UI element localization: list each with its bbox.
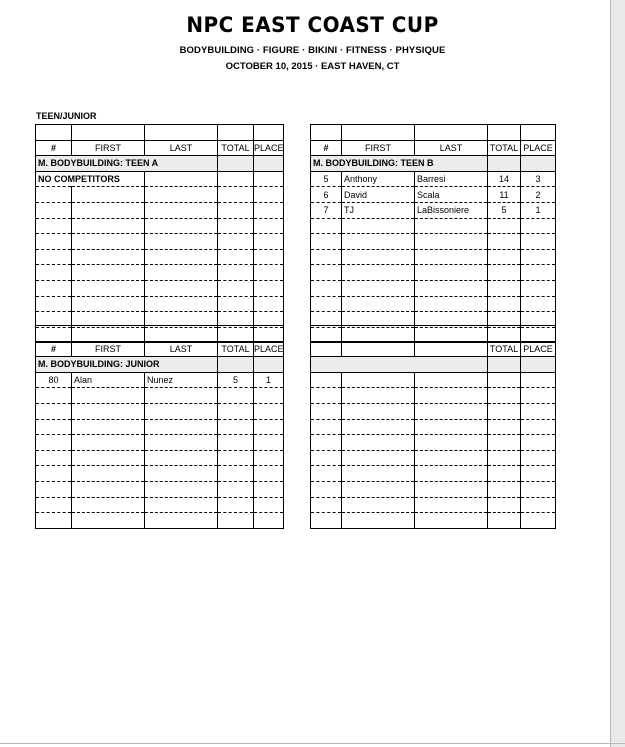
empty-row	[36, 403, 284, 419]
col-total: TOTAL	[488, 341, 521, 357]
table-row	[311, 187, 556, 203]
col-place: PLACE	[521, 140, 556, 156]
empty-row	[36, 466, 284, 482]
empty-row	[311, 280, 556, 296]
competitor-total: 14	[488, 171, 521, 187]
empty-row	[311, 435, 556, 451]
competitor-place: 1	[254, 372, 284, 388]
teen-a-table	[35, 124, 284, 343]
empty-row	[36, 388, 284, 404]
page-edge-right	[610, 0, 611, 747]
empty-row	[311, 403, 556, 419]
empty-row	[36, 234, 284, 250]
col-total: TOTAL	[218, 140, 254, 156]
col-num: #	[36, 341, 72, 357]
empty-row	[311, 466, 556, 482]
page-title: NPC EAST COAST CUP	[186, 13, 439, 37]
col-total: TOTAL	[488, 140, 521, 156]
competitor-num: 6	[311, 187, 342, 203]
page-shadow	[611, 0, 625, 747]
empty-row	[36, 497, 284, 513]
empty-row	[36, 513, 284, 529]
empty-row	[311, 234, 556, 250]
table-header	[36, 341, 284, 357]
competitor-last: Barresi	[415, 171, 488, 187]
no-competitors-note: NO COMPETITORS	[36, 171, 145, 187]
empty-row	[36, 187, 284, 203]
table-row	[311, 202, 556, 218]
table-header	[36, 140, 284, 156]
table-header	[311, 341, 556, 357]
competitor-place: 2	[521, 187, 556, 203]
competitor-place: 3	[521, 171, 556, 187]
competitor-num: 80	[36, 372, 72, 388]
empty-row	[311, 497, 556, 513]
empty-row	[311, 388, 556, 404]
empty-row	[311, 372, 556, 388]
col-place: PLACE	[521, 341, 556, 357]
competitor-place: 1	[521, 202, 556, 218]
empty-row	[311, 450, 556, 466]
competitor-last: Nunez	[145, 372, 218, 388]
col-last: LAST	[145, 341, 218, 357]
empty-row	[36, 202, 284, 218]
competitor-total: 5	[218, 372, 254, 388]
competitor-total: 5	[488, 202, 521, 218]
division-title: TEEN/JUNIOR	[36, 111, 97, 121]
competitor-last: LaBissoniere	[415, 202, 488, 218]
empty-row	[311, 513, 556, 529]
date-location: OCTOBER 10, 2015 · EAST HAVEN, CT	[225, 61, 400, 72]
col-place: PLACE	[254, 140, 284, 156]
competitor-first: David	[342, 187, 415, 203]
col-last: LAST	[145, 140, 218, 156]
col-last: LAST	[415, 140, 488, 156]
table-row	[36, 372, 284, 388]
competitor-first: TJ	[342, 202, 415, 218]
competitor-total: 11	[488, 187, 521, 203]
competitor-first: Alan	[72, 372, 145, 388]
empty-row	[36, 280, 284, 296]
category-teen-a: M. BODYBUILDING: TEEN A	[36, 156, 218, 172]
col-first: FIRST	[342, 140, 415, 156]
table-header	[311, 140, 556, 156]
empty-row	[311, 296, 556, 312]
teen-b-table	[310, 124, 556, 343]
empty-row	[36, 435, 284, 451]
competitor-num: 5	[311, 171, 342, 187]
category-junior: M. BODYBUILDING: JUNIOR	[36, 357, 218, 373]
col-first: FIRST	[72, 341, 145, 357]
table-row	[311, 171, 556, 187]
subtitle: BODYBUILDING · FIGURE · BIKINI · FITNESS · PHYSIQUE	[179, 45, 446, 56]
empty-row	[311, 419, 556, 435]
competitor-num: 7	[311, 202, 342, 218]
category-teen-b: M. BODYBUILDING: TEEN B	[311, 156, 488, 172]
empty-row	[36, 249, 284, 265]
junior-table	[35, 325, 284, 529]
page-edge-bottom	[0, 743, 625, 744]
col-total: TOTAL	[218, 341, 254, 357]
empty-row	[311, 265, 556, 281]
empty-row	[36, 218, 284, 234]
empty-row	[36, 265, 284, 281]
empty-row	[311, 249, 556, 265]
empty-row	[311, 218, 556, 234]
empty-row	[36, 419, 284, 435]
col-first: FIRST	[72, 140, 145, 156]
col-place: PLACE	[254, 341, 284, 357]
empty-table	[310, 325, 556, 529]
empty-row	[311, 481, 556, 497]
empty-row	[36, 296, 284, 312]
col-num: #	[311, 140, 342, 156]
empty-row	[36, 450, 284, 466]
competitor-last: Scala	[415, 187, 488, 203]
empty-row	[36, 481, 284, 497]
competitor-first: Anthony	[342, 171, 415, 187]
col-num: #	[36, 140, 72, 156]
